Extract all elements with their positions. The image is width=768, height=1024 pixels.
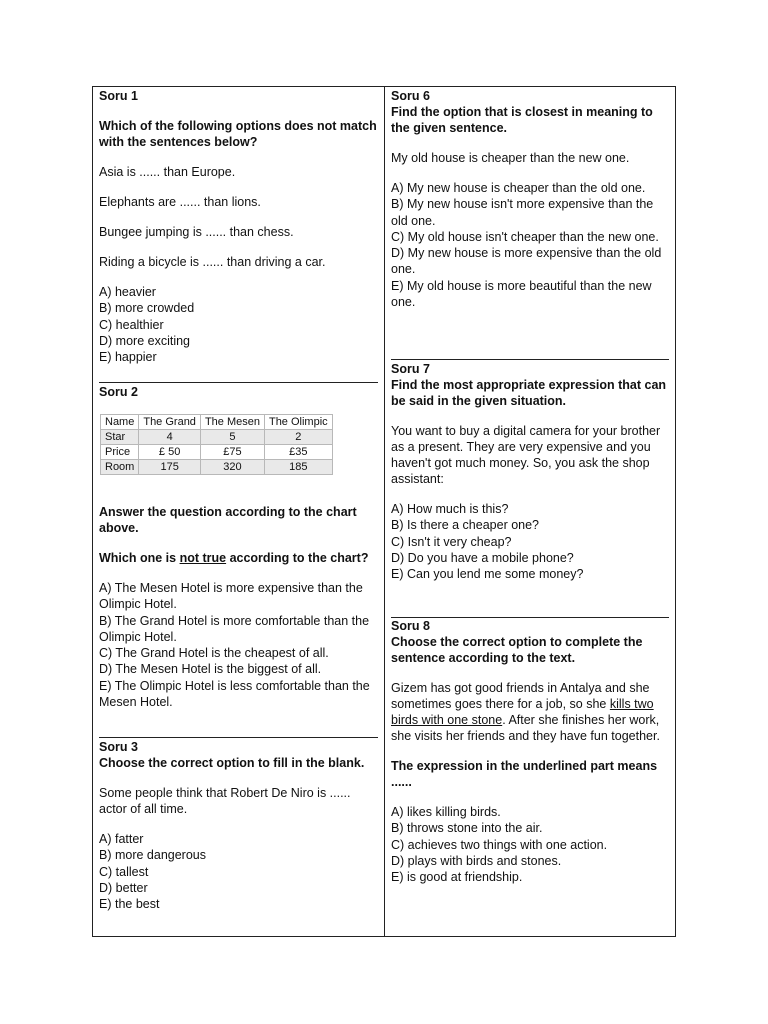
question-3 xyxy=(99,739,378,912)
question-6 xyxy=(391,88,669,310)
option-d[interactable]: D) plays with birds and stones. xyxy=(391,853,562,868)
chart-cell: 5 xyxy=(200,430,264,445)
question-text: The expression in the underlined part means ...... xyxy=(391,759,658,789)
chart-cell: 4 xyxy=(139,430,201,445)
option-b[interactable]: B) The Grand Hotel is more comfortable than the Olimpic Hotel. xyxy=(99,613,370,644)
option-c[interactable]: C) Isn't it very cheap? xyxy=(391,534,512,549)
options-list xyxy=(391,501,669,582)
option-a[interactable]: A) likes killing birds. xyxy=(391,805,501,819)
option-c[interactable]: C) achieves two things with one action. xyxy=(391,837,608,852)
option-b[interactable]: B) throws stone into the air. xyxy=(391,821,543,836)
chart-row-star xyxy=(101,430,333,445)
option-b[interactable]: B) My new house isn't more expensive than the old one. xyxy=(391,197,654,228)
option-d[interactable]: D) better xyxy=(99,880,148,895)
option-a[interactable]: A) How much is this? xyxy=(391,502,509,516)
option-a[interactable]: A) fatter xyxy=(99,832,144,846)
question-8 xyxy=(391,618,669,885)
option-d[interactable]: D) more exciting xyxy=(99,333,190,348)
options-list xyxy=(99,284,378,365)
option-d[interactable]: D) Do you have a mobile phone? xyxy=(391,550,574,565)
option-c[interactable]: C) My old house isn't cheaper than the new one. xyxy=(391,229,659,244)
question-sentence: My old house is cheaper than the new one. xyxy=(391,151,630,165)
option-c[interactable]: C) The Grand Hotel is the cheapest of all. xyxy=(99,646,329,661)
option-b[interactable]: B) more crowded xyxy=(99,301,195,316)
chart-cell: £ 50 xyxy=(139,445,201,460)
question-number: Soru 7 xyxy=(391,362,430,376)
chart-header-row xyxy=(101,415,333,430)
option-e[interactable]: E) happier xyxy=(99,350,157,365)
options-list xyxy=(99,580,378,710)
chart-column-header: The Mesen xyxy=(200,415,264,430)
question-prompt: Choose the correct option to complete the sentence according to the text. xyxy=(391,635,643,665)
chart-cell: 185 xyxy=(264,460,332,475)
chart-cell: £35 xyxy=(264,445,332,460)
chart-cell: 175 xyxy=(139,460,201,475)
option-e[interactable]: E) is good at friendship. xyxy=(391,870,523,885)
option-b[interactable]: B) more dangerous xyxy=(99,848,207,863)
question-prompt: Which of the following options does not match with the sentences below? xyxy=(99,119,377,149)
option-d[interactable]: D) My new house is more expensive than the old one. xyxy=(391,246,662,277)
option-d[interactable]: D) The Mesen Hotel is the biggest of all. xyxy=(99,662,322,677)
sentence-1: Asia is ...... than Europe. xyxy=(99,165,236,179)
option-a[interactable]: A) My new house is cheaper than the old one. xyxy=(391,181,646,195)
sentence-4: Riding a bicycle is ...... than driving a car. xyxy=(99,255,326,269)
question-2 xyxy=(99,384,378,710)
option-a[interactable]: A) heavier xyxy=(99,285,156,299)
question-prompt: Find the option that is closest in meaning to the given sentence. xyxy=(391,105,653,135)
option-e[interactable]: E) Can you lend me some money? xyxy=(391,567,584,582)
question-number: Soru 3 xyxy=(99,740,138,754)
option-e[interactable]: E) The Olimpic Hotel is less comfortable than the Mesen Hotel. xyxy=(99,678,370,710)
chart-cell: 2 xyxy=(264,430,332,445)
underlined-phrase: kills two birds with one stone xyxy=(391,697,654,727)
hotel-chart xyxy=(100,414,333,475)
chart-row-room xyxy=(101,460,333,475)
chart-cell: £75 xyxy=(200,445,264,460)
option-e[interactable]: E) the best xyxy=(99,897,160,912)
chart-row-label: Room xyxy=(101,460,139,475)
chart-column-header: Name xyxy=(101,415,139,430)
exam-sheet xyxy=(92,86,676,937)
left-column xyxy=(93,87,385,936)
chart-column-header: The Grand xyxy=(139,415,201,430)
question-number: Soru 6 xyxy=(391,89,430,103)
option-e[interactable]: E) My old house is more beautiful than the new one. xyxy=(391,278,652,310)
question-7 xyxy=(391,361,669,582)
divider xyxy=(99,737,378,738)
option-b[interactable]: B) Is there a cheaper one? xyxy=(391,518,540,533)
right-column xyxy=(385,87,675,936)
option-c[interactable]: C) tallest xyxy=(99,864,149,879)
option-a[interactable]: A) The Mesen Hotel is more expensive than the Olimpic Hotel. xyxy=(99,581,363,612)
question-prompt: Choose the correct option to fill in the blank. xyxy=(99,756,365,770)
sentence-3: Bungee jumping is ...... than chess. xyxy=(99,225,294,239)
options-list xyxy=(99,831,378,912)
chart-row-label: Star xyxy=(101,430,139,445)
options-list xyxy=(391,804,669,885)
situation-text: You want to buy a digital camera for your brother as a present. They are very expensive and you haven't got much money. So, you ask the shop assistant: xyxy=(391,424,661,486)
options-list xyxy=(391,180,669,310)
option-c[interactable]: C) healthier xyxy=(99,317,164,332)
chart-cell: 320 xyxy=(200,460,264,475)
question-sentence: Some people think that Robert De Niro is ...... actor of all time. xyxy=(99,786,351,816)
underlined-phrase: not true xyxy=(179,551,227,565)
question-number: Soru 1 xyxy=(99,89,138,103)
question-prompt: Find the most appropriate expression that can be said in the given situation. xyxy=(391,378,667,408)
question-1 xyxy=(99,88,378,365)
chart-row-price xyxy=(101,445,333,460)
chart-row-label: Price xyxy=(101,445,139,460)
question-prompt: Which one is not true according to the chart? xyxy=(99,551,369,565)
question-number: Soru 8 xyxy=(391,619,430,633)
reading-text: Gizem has got good friends in Antalya and she sometimes goes there for a job, so she kills two birds with one stone. After she finishes her work, she visits her friends and they have fun together. xyxy=(391,681,660,743)
chart-column-header: The Olimpic xyxy=(264,415,332,430)
sentence-2: Elephants are ...... than lions. xyxy=(99,195,261,209)
divider xyxy=(99,382,378,383)
question-number: Soru 2 xyxy=(99,385,138,399)
question-instruction: Answer the question according to the chart above. xyxy=(99,505,357,535)
divider xyxy=(391,359,669,360)
